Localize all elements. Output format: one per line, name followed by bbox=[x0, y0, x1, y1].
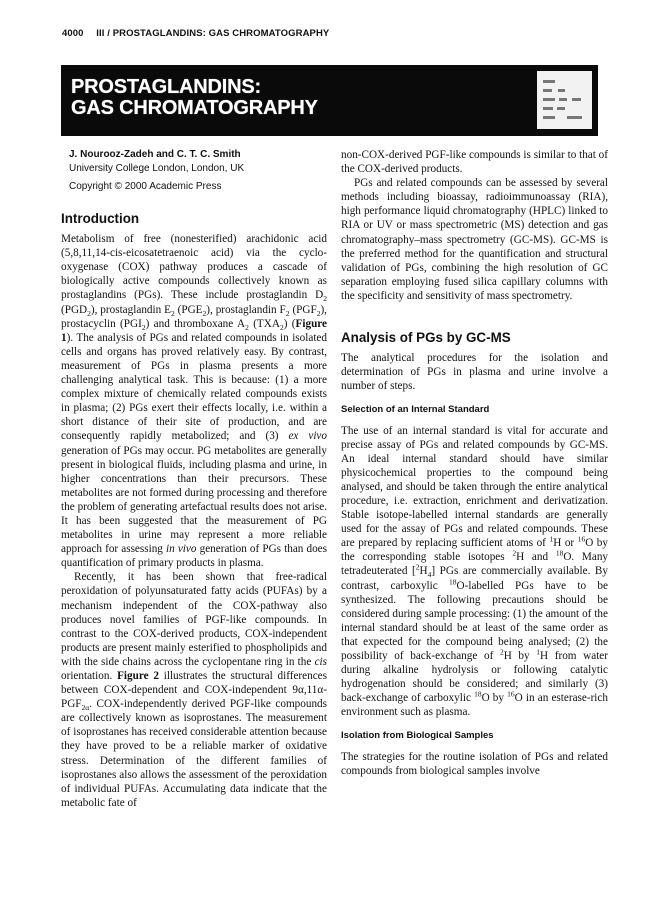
introduction-heading: Introduction bbox=[61, 211, 140, 226]
page-number: 4000 bbox=[62, 28, 84, 39]
author-affiliation: University College London, London, UK bbox=[69, 163, 245, 174]
internal-standard-heading: Selection of an Internal Standard bbox=[341, 404, 490, 416]
running-head-title: III / PROSTAGLANDINS: GAS CHROMATOGRAPHY bbox=[96, 28, 330, 39]
author-names: J. Nourooz-Zadeh and C. T. C. Smith bbox=[69, 149, 241, 160]
continued-paragraph: non-COX-derived PGF-like compounds is similar to that of the COX-derived products. bbox=[341, 149, 608, 176]
isolation-paragraph: The strategies for the routine isolation of PGs and related compounds from biological samples involve bbox=[341, 750, 608, 777]
isolation-heading: Isolation from Biological Samples bbox=[341, 730, 494, 742]
introduction-paragraph-1: Metabolism of free (nonesterified) arachidonic acid (5,8,11,14-cis-eicosatetraenoic acid) via the cyclo-oxygenase (COX) pathway produces a cascade of biologically active compounds collectively known as prostaglandins (PGs). These include prostaglandin $D_2$ $(PGD_2)$, prostaglandin $E_2$ $(PGE_2)$, prostaglandin $F_2$ $(PGF_2)$, prostacyclin $(PGI_2)$ and thromboxane $A_2$ $(TXA_2)$ (Figure 1). The analysis of PGs and related compounds in isolated cells and organs has proved relatively easy. By contrast, measurement of PGs in plasma presents a more challenging analytical task. This is because: (1) a more complex mixture of chemically related compounds exists in plasma; (2) PGs exert their effects locally, i.e. within a short distance of their site of production, and are consequently rapidly metabolized; and (3) ex vivo generation of PGs may occur. PG metabolites are generally present in biological fluids, including plasma and urine, in higher concentrations than their precursors. These metabolites are not formed during processing and therefore the problem of generating artefactual results does not arise. It has been suggested that the measurement of PG metabolites in urine may represent a more reliable approach for assessing in vivo generation of PGs than does quantification of primary products in plasma. bbox=[61, 233, 328, 570]
right-column bbox=[341, 148, 608, 778]
article-title-banner bbox=[61, 65, 598, 136]
encyclopedia-logo-icon bbox=[537, 71, 592, 129]
left-column bbox=[61, 148, 327, 810]
analysis-heading: Analysis of PGs by GC-MS bbox=[341, 330, 511, 346]
copyright-notice: Copyright © 2000 Academic Press bbox=[69, 181, 222, 192]
analysis-paragraph: The analytical procedures for the isolation and determination of PGs in plasma and urine involve a number of steps. bbox=[341, 352, 608, 393]
internal-standard-paragraph: The use of an internal standard is vital for accurate and precise assay of PGs and related compounds by GC-MS. An ideal internal standard should have similar physicochemical properties to the compound being analysed, and should be taken through the entire analytical procedure, i.e. extraction, enrichment and derivatization. Stable isotope-labelled internal standards are generally used for the assay of PGs and related compounds. These are prepared by replacing sufficient atoms of $^1$H or $^{16}$O by the corresponding stable isotopes $^2$H and $^{18}$O. Many tetradeuterated $[^2H_4]$ PGs are commercially available. By contrast, carboxylic $^{18}$O-labelled PGs have to be synthesized. The following precautions should be considered during sample processing: (1) the amount of the internal standard should be at least of the same order as that expected for the compound being analysed; (2) the possibility of back-exchange of $^2$H by $^1$H from water during alkaline hydrolysis or following catalytic hydrogenation should be considered; and similarly (3) back-exchange of carboxylic $^{18}$O by $^{16}$O in an esterase-rich environment such as plasma. bbox=[341, 424, 609, 719]
figure-2-reference: Figure 2 bbox=[117, 670, 159, 682]
figure-1-reference: Figure 1 bbox=[61, 317, 328, 344]
article-title: PROSTAGLANDINS: GAS CHROMATOGRAPHY bbox=[71, 76, 318, 119]
running-head bbox=[62, 28, 602, 39]
introduction-paragraph-2: Recently, it has been shown that free-radical peroxidation of polyunsaturated fatty acids (PUFAs) by a mechanism independent of the COX-pathway also produces novel families of PGF-like compounds. In contrast to the COX-derived products, COX-independent products are present mainly esterified to phospholipids and with the side chains across the cyclopentane ring in the cis orientation. Figure 2 illustrates the structural differences between COX-dependent and COX-independent $9\alpha,11\alpha-PGF_{2\alpha}$. COX-independently derived PGF-like compounds are collectively known as isoprostanes. The measurement of isoprostanes has received considerable attention because they have proved to be a reliable marker of oxidative stress. Determination of the different families of isoprostanes also allows the assessment of the peroxidation of individual PUFAs. Accumulating data indicate that the metabolic fate of bbox=[61, 571, 327, 809]
methods-paragraph: PGs and related compounds can be assessed by several methods including bioassay, radioimmunoassay (RIA), high performance liquid chromatography (HPLC) linked to RIA or UV or mass spectrometric (MS) detection and gas chromatography–mass spectrometry (GC-MS). GC-MS is the preferred method for the quantification and structural validation of PGs, combining the high resolution of GC separation employing fused silica capillary columns with the specificity and sensitivity of mass spectrometry. bbox=[341, 177, 608, 302]
author-block bbox=[61, 148, 327, 194]
